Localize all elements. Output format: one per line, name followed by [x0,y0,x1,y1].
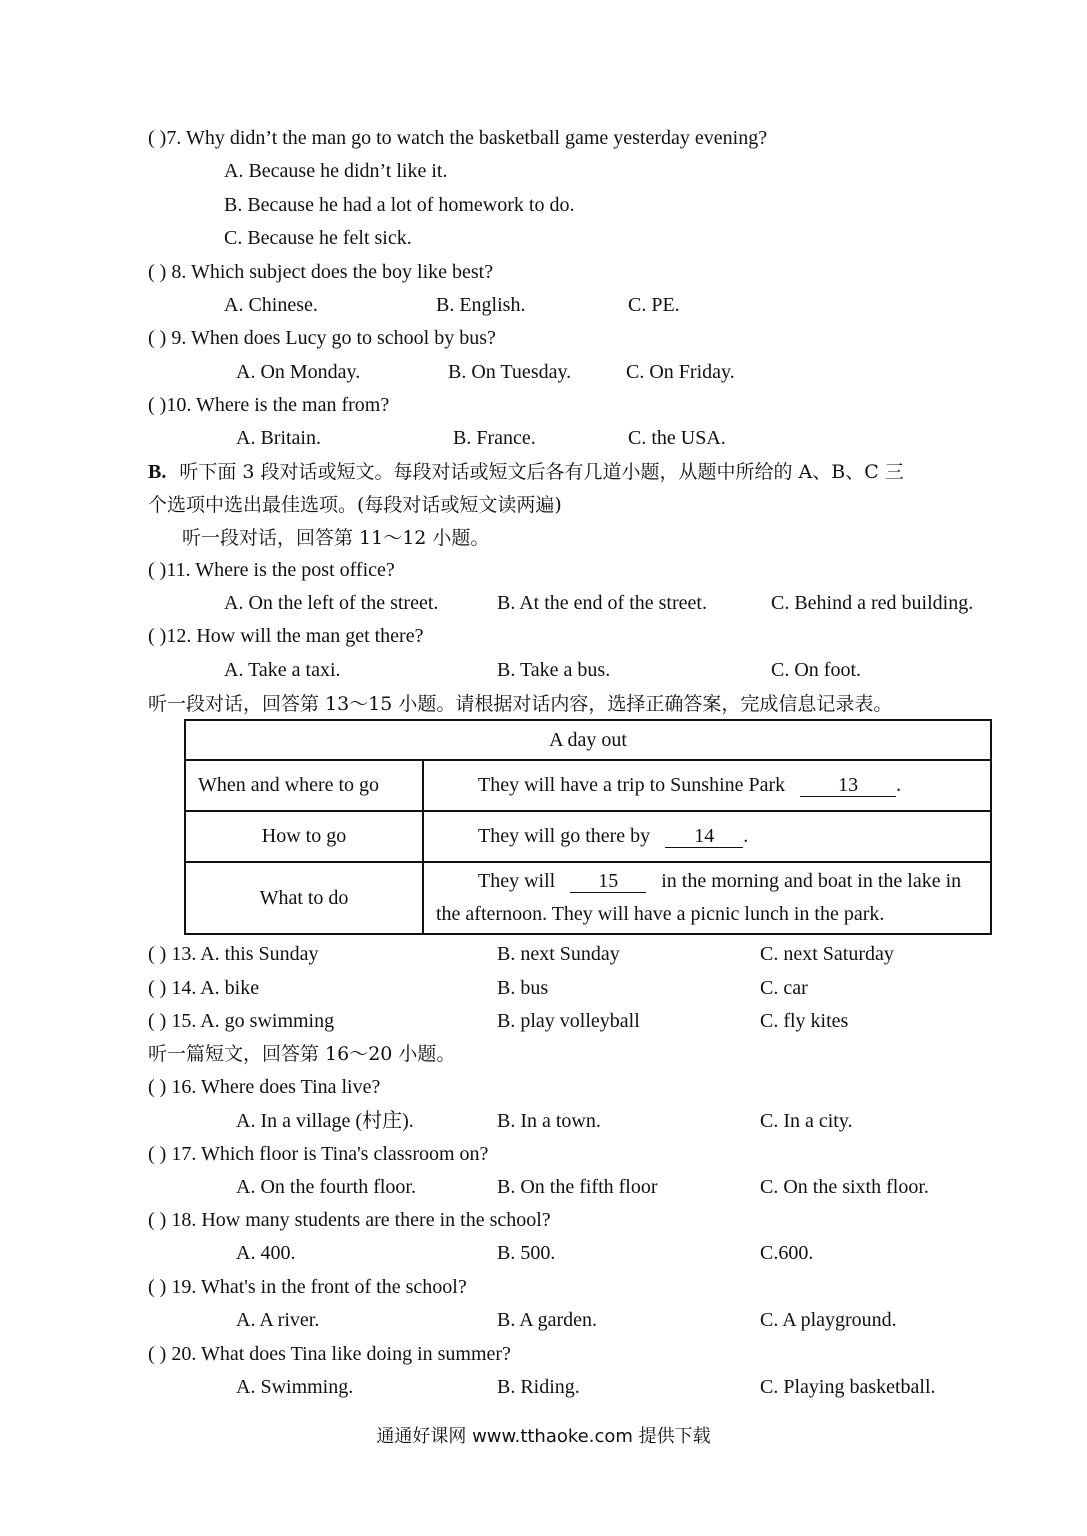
option-13b: B. next Sunday [497,943,620,965]
subsection-1-heading: 听一段对话，回答第 11～12 小题。 [182,527,490,549]
option-11b: B. At the end of the street. [497,592,707,614]
section-b-label: B. [148,461,167,483]
question-7: ( )7. Why didn’t the man go to watch the basketball game yesterday evening? [148,127,768,149]
row3-line-2: the afternoon. They will have a picnic lunch in the park. [436,903,885,925]
section-b-heading [148,459,904,485]
option-19a: A. A river. [236,1309,320,1331]
row1-period: . [896,774,902,796]
question-18: ( ) 18. How many students are there in the school? [148,1209,551,1231]
subsection-2-heading: 听一段对话，回答第 13～15 小题。请根据对话内容，选择正确答案，完成信息记录表。 [148,693,893,715]
option-20a: A. Swimming. [236,1376,354,1398]
question-20: ( ) 20. What does Tina like doing in summer? [148,1343,511,1365]
option-15c: C. fly kites [760,1010,849,1032]
option-12b: B. Take a bus. [497,659,611,681]
option-20c: C. Playing basketball. [760,1376,936,1398]
row3-line-1 [436,865,980,898]
blank-13[interactable]: 13 [800,774,896,797]
option-18b: B. 500. [497,1242,556,1264]
table-label-when-where: When and where to go [185,760,423,811]
blank-15[interactable]: 15 [570,870,646,893]
option-19c: C. A playground. [760,1309,897,1331]
option-11a: A. On the left of the street. [224,592,439,614]
option-18c: C.600. [760,1242,814,1264]
option-10c: C. the USA. [628,427,726,449]
option-7c: C. Because he felt sick. [224,227,412,249]
option-10b: B. France. [453,427,536,449]
question-14: ( ) 14. A. bike [148,977,260,999]
table-value-how [423,811,991,862]
option-8c: C. PE. [628,294,680,316]
option-17a: A. On the fourth floor. [236,1176,416,1198]
option-9c: C. On Friday. [626,361,735,383]
option-8b: B. English. [436,294,526,316]
row3-text-pre: They will [478,870,556,892]
option-12a: A. Take a taxi. [224,659,341,681]
option-19b: B. A garden. [497,1309,597,1331]
table-value-what [423,862,991,934]
question-8: ( ) 8. Which subject does the boy like best? [148,261,494,283]
option-16c: C. In a city. [760,1110,853,1132]
section-b-instruction-2: 个选项中选出最佳选项。(每段对话或短文读两遍) [148,494,562,516]
table-title: A day out [185,720,991,760]
option-9a: A. On Monday. [236,361,361,383]
option-12c: C. On foot. [771,659,861,681]
table-value-when-where [423,760,991,811]
subsection-3-heading: 听一篇短文，回答第 16～20 小题。 [148,1043,456,1065]
option-17b: B. On the fifth floor [497,1176,658,1198]
option-20b: B. Riding. [497,1376,580,1398]
question-13: ( ) 13. A. this Sunday [148,943,319,965]
blank-14[interactable]: 14 [665,825,743,848]
option-14c: C. car [760,977,808,999]
row3-text-post: in the morning and boat in the lake in [661,870,962,892]
option-10a: A. Britain. [236,427,321,449]
question-10: ( )10. Where is the man from? [148,394,390,416]
option-16a: A. In a village (村庄). [236,1110,414,1132]
option-7a: A. Because he didn’t like it. [224,160,448,182]
question-19: ( ) 19. What's in the front of the school? [148,1276,467,1298]
question-9: ( ) 9. When does Lucy go to school by bus? [148,327,496,349]
section-b-instruction-1: 听下面 3 段对话或短文。每段对话或短文后各有几道小题，从题中所给的 A、B、C 三 [179,461,904,483]
info-record-table [184,719,992,935]
option-14b: B. bus [497,977,549,999]
option-15b: B. play volleyball [497,1010,640,1032]
option-8a: A. Chinese. [224,294,318,316]
question-16: ( ) 16. Where does Tina live? [148,1076,381,1098]
table-label-how: How to go [185,811,423,862]
row2-text: They will go there by [478,825,651,847]
table-label-what: What to do [185,862,423,934]
option-11c: C. Behind a red building. [771,592,974,614]
row2-period: . [743,825,749,847]
option-16b: B. In a town. [497,1110,601,1132]
question-15: ( ) 15. A. go swimming [148,1010,335,1032]
option-9b: B. On Tuesday. [448,361,572,383]
question-17: ( ) 17. Which floor is Tina's classroom on? [148,1143,489,1165]
footer-text: 通通好课网 www.tthaoke.com 提供下载 [376,1426,711,1447]
question-11: ( )11. Where is the post office? [148,559,395,581]
option-13c: C. next Saturday [760,943,894,965]
row1-text: They will have a trip to Sunshine Park [478,774,786,796]
option-7b: B. Because he had a lot of homework to do. [224,194,575,216]
question-12: ( )12. How will the man get there? [148,625,424,647]
option-18a: A. 400. [236,1242,296,1264]
option-17c: C. On the sixth floor. [760,1176,929,1198]
